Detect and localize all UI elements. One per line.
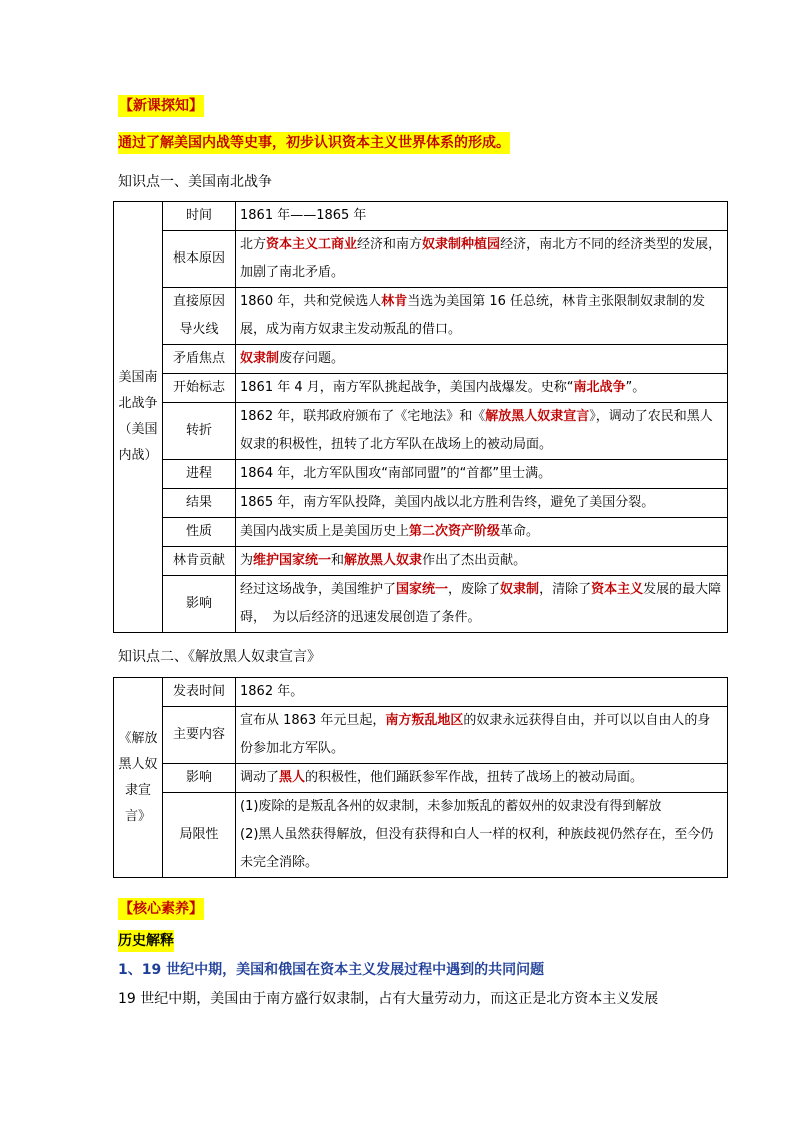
text-segment: 作出了杰出贡献。: [422, 553, 527, 568]
text-segment: 1862 年。: [240, 684, 304, 699]
emancipation-row: [114, 764, 728, 793]
kp2-title: 知识点二、《解放黑人奴隶宣言》: [118, 649, 321, 665]
history-interpretation-label: 历史解释: [118, 930, 174, 952]
highlight-term: 黑人: [279, 770, 306, 785]
text-segment: 宣布从 1863 年元旦起，: [240, 713, 386, 728]
highlight-term: 南方叛乱地区: [385, 713, 464, 728]
text-segment: 的积极性，他们踊跃参军作战，扭转了战场上的被动局面。: [305, 770, 644, 785]
emancipation-row-value: [236, 678, 728, 707]
civil-war-row-key: 根本原因: [163, 231, 236, 288]
emancipation-row-key: 发表时间: [163, 678, 236, 707]
civil-war-row: [114, 576, 728, 633]
emancipation-row-value: [236, 707, 728, 764]
civil-war-row-value: [236, 547, 728, 576]
lesson-objective: 通过了解美国内战等史事，初步认识资本主义世界体系的形成。: [118, 132, 510, 154]
text-segment: 1864 年，北方军队围攻“南部同盟”的“首都”里士满。: [240, 466, 552, 481]
civil-war-row-key: 矛盾焦点: [163, 345, 236, 374]
civil-war-row: [114, 460, 728, 489]
highlight-term: 南北战争: [573, 380, 626, 395]
text-segment: 1861 年 4 月，南方军队挑起战争，美国内战爆发。史称“: [240, 380, 574, 395]
civil-war-row-value: [236, 288, 728, 345]
text-segment: 1862 年，联邦政府颁布了《宅地法》和《: [240, 409, 486, 424]
emancipation-table: [113, 677, 728, 878]
highlight-term: 维护国家统一: [253, 553, 332, 568]
civil-war-row-key: 结果: [163, 489, 236, 518]
civil-war-row-value: [236, 202, 728, 231]
civil-war-row: [114, 345, 728, 374]
civil-war-row-value: [236, 374, 728, 403]
emancipation-row-key: 影响: [163, 764, 236, 793]
text-segment: 革命。: [500, 524, 540, 539]
text-segment: 1865 年，南方军队投降，美国内战以北方胜利告终，避免了美国分裂。: [240, 495, 655, 510]
text-segment: 经济和南方: [357, 237, 423, 252]
civil-war-row-key: 性质: [163, 518, 236, 547]
civil-war-row-value: [236, 403, 728, 460]
highlight-term: 国家统一: [396, 582, 449, 597]
text-segment: 的奴隶永远获得自由，并可以以自由人的身份参加北方军队。: [240, 713, 711, 756]
text-segment: 1861 年——1865 年: [240, 208, 367, 223]
civil-war-topic: 美国南北战争（美国内战）: [114, 202, 163, 633]
civil-war-row: [114, 374, 728, 403]
text-segment: 美国内战实质上是美国历史上: [240, 524, 410, 539]
kp1-title: 知识点一、美国南北战争: [118, 174, 272, 190]
text-segment: 当选为美国第 16 任总统，林肯主张限制奴隶制的发展，成为南方奴隶主发动叛乱的借口。: [240, 294, 706, 337]
civil-war-row-value: [236, 489, 728, 518]
civil-war-row-value: [236, 460, 728, 489]
text-segment: 调动了: [240, 770, 280, 785]
civil-war-row-value: [236, 518, 728, 547]
highlight-term: 林肯: [381, 294, 408, 309]
civil-war-row-key: 林肯贡献: [163, 547, 236, 576]
emancipation-row-key: 局限性: [163, 793, 236, 878]
civil-war-row-value: [236, 231, 728, 288]
text-segment: 经济，南北方不同的经济类型的发展，加剧了南北矛盾。: [240, 237, 722, 280]
civil-war-row-key: 开始标志: [163, 374, 236, 403]
highlight-term: 资本主义: [591, 582, 644, 597]
section-tag-core-literacy: 【核心素养】: [118, 898, 204, 920]
civil-war-row-key: 转折: [163, 403, 236, 460]
text-segment: 为: [240, 553, 254, 568]
emancipation-topic: 《解放黑人奴隶宣言》: [114, 678, 163, 878]
civil-war-row-key: 影响: [163, 576, 236, 633]
text-segment: 废存问题。: [279, 351, 345, 366]
civil-war-row: [114, 403, 728, 460]
civil-war-table: [113, 201, 728, 633]
highlight-term: 解放黑人奴隶宣言: [485, 409, 590, 424]
text-segment: 经过这场战争，美国维护了: [240, 582, 397, 597]
emancipation-row: [114, 793, 728, 878]
emancipation-row-key: 主要内容: [163, 707, 236, 764]
text-segment: (2)黑人虽然获得解放，但没有获得和白人一样的权利，种族歧视仍然存在，至今仍未完全消除。: [240, 827, 714, 870]
civil-war-row-key: 直接原因导火线: [163, 288, 236, 345]
text-segment: 1860 年，共和党候选人: [240, 294, 382, 309]
emancipation-row: [114, 678, 728, 707]
text-segment: 北方: [240, 237, 267, 252]
text-segment: 和: [331, 553, 345, 568]
text-segment: 》，调动了农民和黑人奴隶的积极性，扭转了北方军队在战场上的被动局面。: [240, 409, 713, 452]
civil-war-row-value: [236, 576, 728, 633]
text-segment: ，废除了: [448, 582, 501, 597]
text-segment: ，清除了: [539, 582, 592, 597]
highlight-term: 解放黑人奴隶: [344, 553, 423, 568]
question-1-text: 19 世纪中期，美国由于南方盛行奴隶制，占有大量劳动力，而这正是北方资本主义发展: [118, 991, 659, 1007]
emancipation-row-value: [236, 793, 728, 878]
civil-war-row: [114, 518, 728, 547]
emancipation-row: [114, 707, 728, 764]
civil-war-row: [114, 489, 728, 518]
civil-war-row-value: [236, 345, 728, 374]
text-segment: (1)废除的是叛乱各州的奴隶制，未参加叛乱的蓄奴州的奴隶没有得到解放: [240, 799, 662, 814]
text-segment: ”。: [625, 380, 646, 395]
civil-war-row: [114, 202, 728, 231]
civil-war-row-key: 时间: [163, 202, 236, 231]
highlight-term: 奴隶制: [240, 351, 280, 366]
highlight-term: 资本主义工商业: [266, 237, 358, 252]
emancipation-row-value: [236, 764, 728, 793]
highlight-term: 第二次资产阶级: [409, 524, 501, 539]
section-tag-new-lesson: 【新课探知】: [118, 95, 204, 117]
highlight-term: 奴隶制种植园: [422, 237, 501, 252]
civil-war-row: [114, 288, 728, 345]
civil-war-row-key: 进程: [163, 460, 236, 489]
text-segment: 发展的最大障碍， 为以后经济的迅速发展创造了条件。: [240, 582, 722, 625]
civil-war-row: [114, 547, 728, 576]
highlight-term: 奴隶制: [500, 582, 540, 597]
civil-war-row: [114, 231, 728, 288]
question-1: 1、19 世纪中期，美国和俄国在资本主义发展过程中遇到的共同问题: [118, 962, 545, 978]
